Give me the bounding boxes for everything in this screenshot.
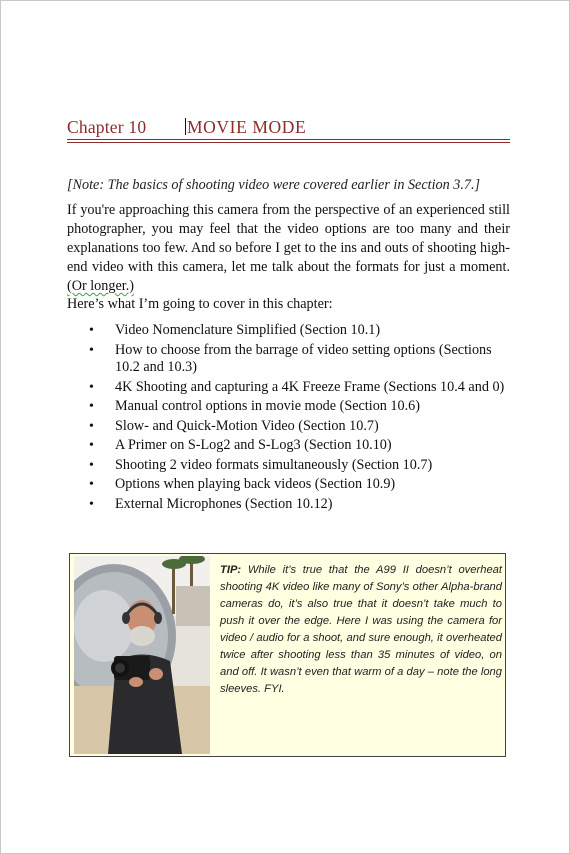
tip-body: While it’s true that the A99 II doesn’t overheat shooting 4K video like many of Sony’s other Alpha-brand cameras do, it’s also true that it doesn’t take much to push it over the edge. Here I was using the camera for video / audio for a shoot, and sure enough, it overheated twice after shooting less than 35 minutes of video, on and off. It wasn’t even that warm of a day – note the long sleeves. FYI. bbox=[220, 564, 502, 695]
photo-illustration bbox=[74, 556, 210, 754]
text-cursor bbox=[185, 118, 186, 135]
list-intro: Here’s what I’m going to cover in this chapter: bbox=[67, 296, 333, 312]
list-item: • External Microphones (Section 10.12) bbox=[67, 496, 510, 514]
photographer-photo bbox=[74, 556, 210, 754]
heading-rule-top bbox=[67, 139, 510, 140]
list-item: • 4K Shooting and capturing a 4K Freeze Frame (Sections 10.4 and 0) bbox=[67, 379, 510, 397]
list-item: • Shooting 2 video formats simultaneously (Section 10.7) bbox=[67, 457, 510, 475]
grammar-flagged-text[interactable]: (Or longer.) bbox=[67, 278, 134, 294]
chapter-heading bbox=[67, 117, 510, 138]
italic-note: [Note: The basics of shooting video were covered earlier in Section 3.7.] bbox=[67, 177, 481, 193]
list-item: • Slow- and Quick-Motion Video (Section 10.7) bbox=[67, 418, 510, 436]
tip-box bbox=[69, 553, 506, 757]
heading-rule-bottom bbox=[67, 142, 510, 143]
list-item: • Manual control options in movie mode (Section 10.6) bbox=[67, 398, 510, 416]
tip-label: TIP: bbox=[220, 564, 242, 576]
chapter-number: Chapter 10 bbox=[67, 117, 147, 137]
list-item: • Video Nomenclature Simplified (Section 10.1) bbox=[67, 322, 510, 340]
list-item: • How to choose from the barrage of video setting options (Sections 10.2 and 10.3) bbox=[67, 342, 510, 377]
chapter-title[interactable]: MOVIE MODE bbox=[187, 117, 307, 137]
chapter-topics-list bbox=[67, 322, 510, 515]
list-item: • Options when playing back videos (Section 10.9) bbox=[67, 476, 510, 494]
list-item: • A Primer on S-Log2 and S-Log3 (Section 10.10) bbox=[67, 437, 510, 455]
paragraph-text: If you're approaching this camera from the perspective of an experienced still photographer, you may feel that the video options are too many and their explanations too few. And so before I get to the ins and outs of shooting high-end video with this camera, let me talk about the formats for just a moment. bbox=[67, 202, 510, 275]
body-paragraph bbox=[67, 201, 510, 296]
tip-text bbox=[220, 562, 502, 698]
